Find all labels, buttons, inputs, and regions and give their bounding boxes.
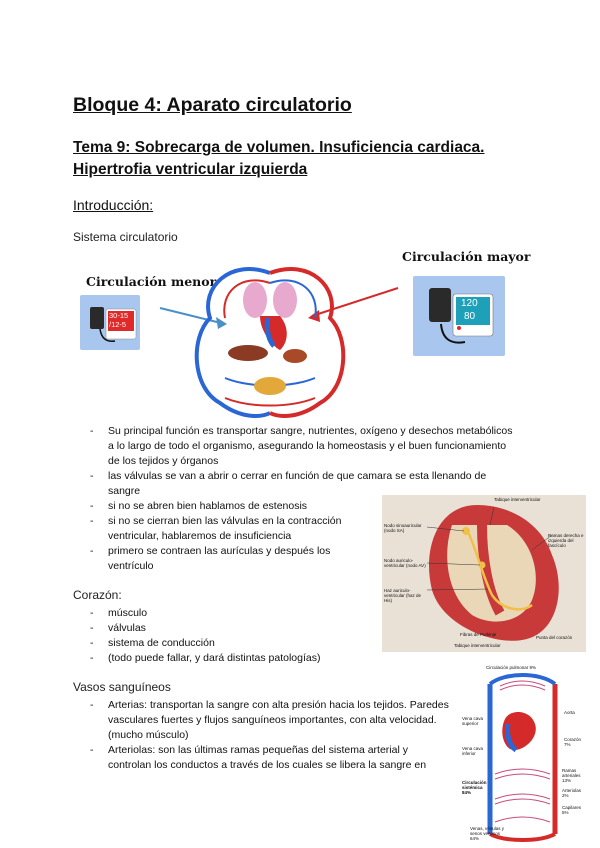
vessel-label-top: Circulación pulmonar 9% (486, 665, 537, 670)
vessels-bullet-list (90, 698, 450, 773)
vessel-label-capillaries: Capilares 5% (562, 805, 582, 815)
major-bp-monitor (413, 276, 505, 356)
list-item: - válvulas (90, 621, 390, 636)
arrow-major-head (308, 310, 320, 322)
arrow-major (312, 288, 398, 316)
topic-heading: Tema 9: Sobrecarga de volumen. Insuficiencia cardiaca. Hipertrofia ventricular izquierda (73, 139, 485, 178)
heart-label-branches: Ramas derecha e izquierda del fascículo (548, 533, 584, 548)
heart-label-top: Tabique interventricular (494, 497, 541, 502)
vessel-label-systemic: Circulación sistémica 84% (462, 780, 487, 795)
major-bp-line1: 120 (461, 298, 478, 309)
vessel-label-inf: Vena cava inferior (462, 746, 484, 756)
vessel-label-sup: Vena cava superior (462, 716, 484, 726)
list-item: - (todo puede fallar, y dará distintas patologías) (90, 651, 390, 666)
minor-bp-line2: /12-5 (109, 320, 127, 329)
vessel-label-heart: Corazón 7% (564, 737, 582, 747)
heart-label-sinus: Nodo sinoauricular (nodo SA) (384, 523, 422, 533)
heart-heading: Corazón: (73, 588, 122, 602)
major-bp-line2: 80 (464, 311, 476, 322)
intro-heading: Introducción: (73, 197, 154, 213)
list-item: - Arteriolas: son las últimas ramas pequeñas del sistema arterial y controlan los conductos a través de los cuales se libera la sangre en (90, 743, 450, 773)
major-circulation-label: Circulación mayor (402, 249, 531, 264)
arrow-minor-head (216, 317, 227, 329)
minor-bp-line1: 30-15 (109, 311, 129, 320)
heart-conduction-figure (382, 495, 586, 652)
heart-bullet-list (90, 606, 390, 666)
list-item: - Arterias: transportan la sangre con alta presión hacia los tejidos. Paredes vasculares fuertes y flujos sanguíneos importantes, con alta velocidad. (mucho músculo) (90, 698, 450, 743)
list-item: - las válvulas se van a abrir o cerrar en función de que camara se esta llenando de sangre (90, 469, 520, 499)
arrow-minor (160, 308, 225, 324)
vessel-label-arteries: Ramas arteriales 13% (562, 768, 581, 783)
vessel-label-bottom: Venas, vénulas y senos venosos 64% (470, 826, 505, 841)
minor-circulation-label: Circulación menor (86, 274, 217, 289)
heart-label-his: Haz auriculo-ventricular (haz de His) (384, 588, 422, 603)
page-title: Bloque 4: Aparato circulatorio (73, 94, 352, 116)
circulation-diagram (130, 258, 410, 430)
heart-label-bottom: Tabique interventricular (454, 643, 501, 648)
list-item: - músculo (90, 606, 390, 621)
list-item: - primero se contraen las aurículas y después los ventrículo (90, 544, 378, 574)
list-item: - Su principal función es transportar sangre, nutrientes, oxígeno y desechos metabólicos a lo largo de todo el organismo, asegurando la homeostasis y el buen funcionamiento de los tejidos y órganos (90, 424, 520, 469)
vessel-label-arterioles: Arteriolas 2% (562, 788, 582, 798)
list-item: - si no se cierran bien las válvulas en la contracción ventricular, hablaremos de insuficiencia (90, 514, 378, 544)
list-item: - sistema de conducción (90, 636, 390, 651)
list-item: - si no se abren bien hablamos de estenosis (90, 499, 378, 514)
heart-label-apex: Punta del corazón (536, 635, 573, 640)
heart-label-av: Nodo auriculo-ventricular (nodo AV) (384, 558, 426, 568)
vessel-distribution-figure (460, 664, 588, 844)
heart-label-purkinje: Fibras de Purkinje (460, 632, 497, 637)
vessel-label-aorta: Aorta (564, 710, 575, 715)
system-label: Sistema circulatorio (73, 230, 178, 244)
vessels-heading: Vasos sanguíneos (73, 680, 171, 694)
